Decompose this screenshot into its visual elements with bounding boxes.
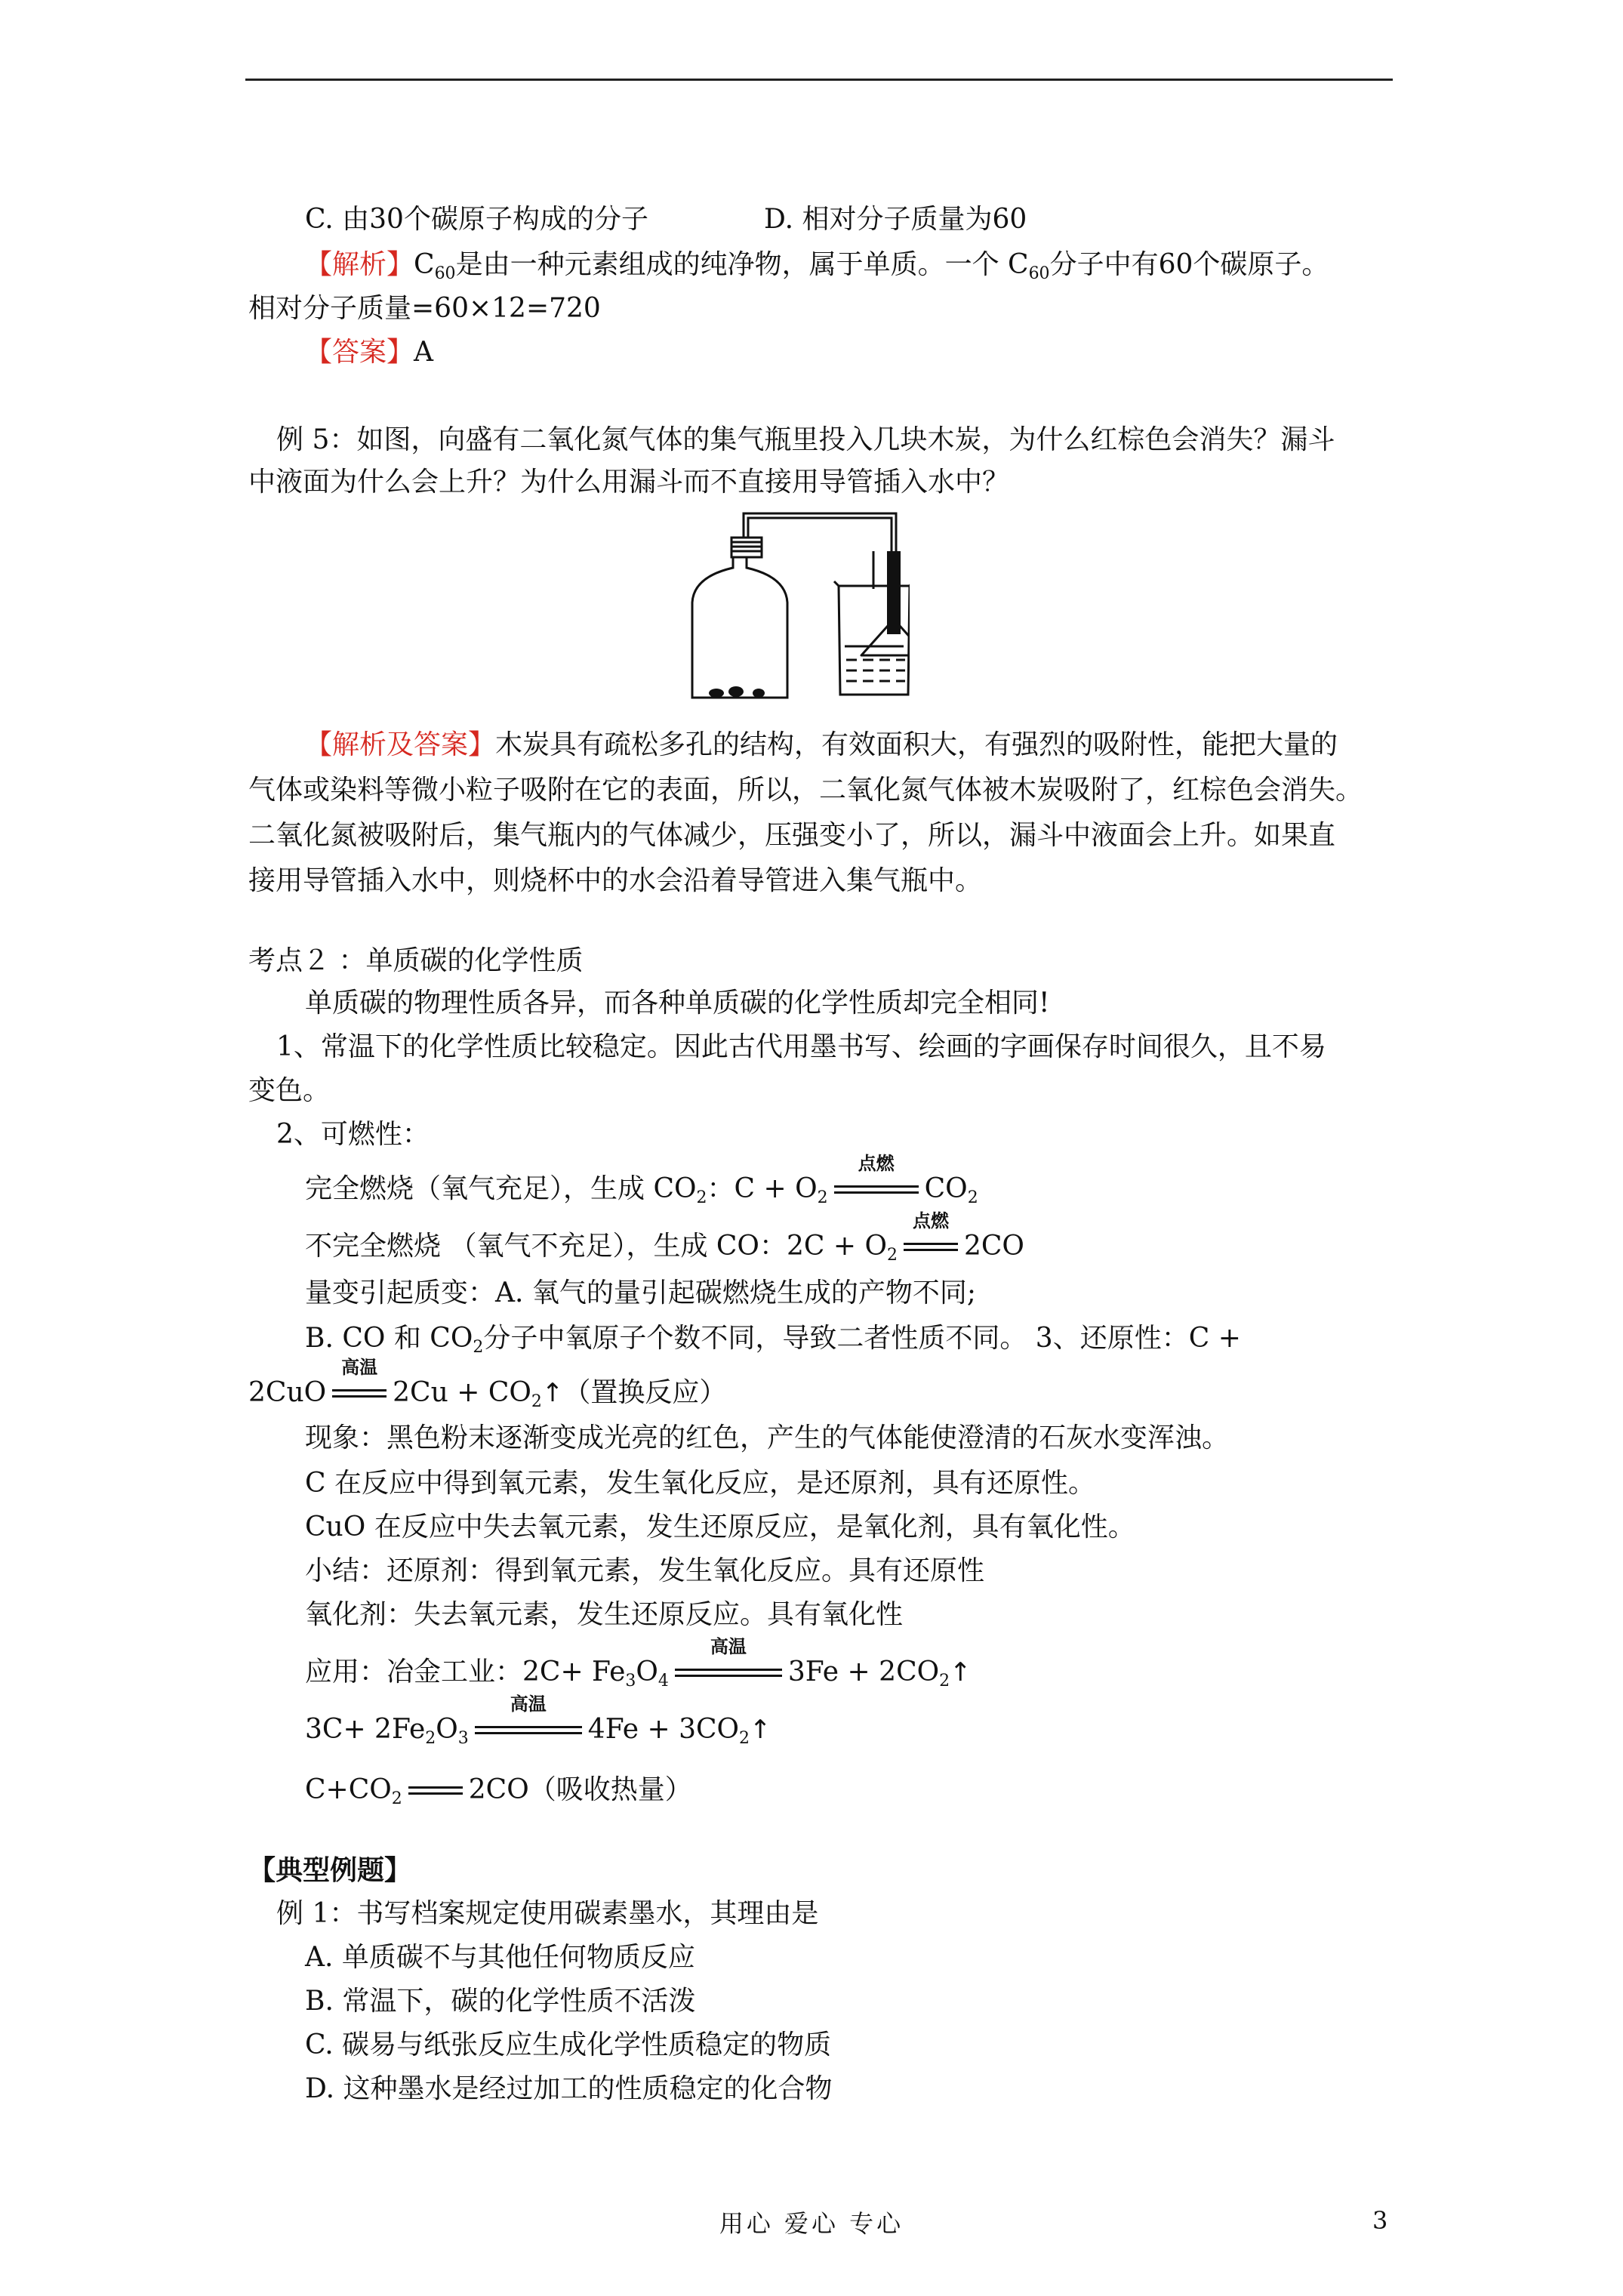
k2-point-1-cont: 变色。 — [248, 1075, 331, 1106]
condition-high-temp: 高温 — [472, 1718, 585, 1744]
summary-oxidant: 氧化剂：失去氧元素，发生还原反应。具有氧化性 — [305, 1599, 904, 1630]
phenomenon-line: 现象：黑色粉末逐渐变成光亮的红色，产生的气体能使澄清的石灰水变浑浊。 — [305, 1422, 1230, 1453]
example5-line-1: 例 5：如图，向盛有二氧化氮气体的集气瓶里投入几块木炭，为什么红棕色会消失？漏斗 — [276, 424, 1335, 455]
header-rule — [245, 79, 1393, 81]
analysis-tag: 【解析】 — [305, 249, 414, 280]
reaction-fe2o3: $3C+ 2Fe_2O_3$ 高温 $4Fe + 3CO_2↑$ — [305, 1693, 771, 1748]
typical-examples-heading: 【典型例题】 — [248, 1854, 412, 1886]
example5-line-2: 中液面为什么会上升？为什么用漏斗而不直接用导管插入水中？ — [248, 467, 1010, 498]
k2-point-2: 2、可燃性： — [276, 1119, 430, 1150]
answer-line: 【答案】A — [305, 337, 434, 368]
reaction-incomplete-combustion: 不完全燃烧 （氧气不充足），生成 CO：$2C + O_2$ 点燃 2CO — [305, 1210, 1024, 1265]
example1-option-a: A. 单质碳不与其他任何物质反应 — [305, 1942, 695, 1973]
solution-line-4: 接用导管插入水中，则烧杯中的水会沿着导管进入集气瓶中。 — [248, 865, 983, 896]
option-c: C. 由30个碳原子构成的分子 — [305, 204, 648, 235]
solution-line-2: 气体或染料等微小粒子吸附在它的表面，所以，二氧化氮气体被木炭吸附了，红棕色会消失。 — [248, 775, 1363, 806]
cuo-role-line: CuO 在反应中失去氧元素，发生还原反应，是氧化剂，具有氧化性。 — [305, 1512, 1135, 1542]
solution-tag: 【解析及答案】 — [305, 729, 496, 760]
reaction-complete-combustion: 完全燃烧（氧气充足），生成 $CO_2$：$C + O_2$ 点燃 $CO_2$ — [305, 1153, 978, 1207]
answer-tag: 【答案】 — [305, 337, 414, 368]
carbon-role-line: C 在反应中得到氧元素，发生氧化反应，是还原剂，具有还原性。 — [305, 1468, 1095, 1499]
reaction-co2-carbon: $C+CO_2$ 2CO（吸收热量） — [305, 1774, 692, 1808]
k2-intro: 单质碳的物理性质各异，而各种单质碳的化学性质却完全相同! — [305, 988, 1050, 1019]
example1-question: 例 1：书写档案规定使用碳素墨水，其理由是 — [276, 1898, 819, 1929]
summary-reductant: 小结：还原剂：得到氧元素，发生氧化反应。具有还原性 — [305, 1555, 985, 1586]
example1-option-c: C. 碳易与纸张反应生成化学性质稳定的物质 — [305, 2029, 832, 2060]
example1-option-b: B. 常温下，碳的化学性质不活泼 — [305, 1986, 696, 2017]
condition-high-temp: 高温 — [672, 1661, 785, 1687]
reaction-cuo-reduction: 2CuO 高温 $2Cu + CO_2↑$（置换反应） — [248, 1357, 727, 1411]
condition-none — [405, 1779, 466, 1804]
gas-bottle-funnel-apparatus — [683, 498, 910, 707]
analysis-line-2: 相对分子质量=60×12=720 — [248, 293, 601, 324]
page-number: 3 — [1372, 2206, 1388, 2235]
quantity-quality-a: 量变引起质变：A. 氧气的量引起碳燃烧生成的产物不同; — [305, 1277, 977, 1308]
condition-high-temp: 高温 — [329, 1382, 390, 1407]
k2-point-1: 1、常温下的化学性质比较稳定。因此古代用墨书写、绘画的字画保存时间很久，且不易 — [276, 1031, 1326, 1062]
solution-line-3: 二氧化氮被吸附后，集气瓶内的气体减少，压强变小了，所以，漏斗中液面会上升。如果直 — [248, 820, 1336, 851]
condition-ignite: 点燃 — [831, 1178, 922, 1203]
section-title-k2: 考点２ ：单质碳的化学性质 — [248, 945, 584, 976]
quantity-quality-b: B. CO 和 $CO_2$分子中氧原子个数不同，导致二者性质不同。 3、还原性：C + — [305, 1323, 1241, 1357]
reaction-fe3o4: 应用：冶金工业：$2C+ Fe_3O_4$ 高温 $3Fe + 2CO_2↑$ — [305, 1636, 972, 1690]
analysis-line-1: 【解析】$C_{60}$是由一种元素组成的纯净物，属于单质。一个 $C_{60}$分子中有60个碳原子。 — [305, 249, 1329, 283]
example1-option-d: D. 这种墨水是经过加工的性质稳定的化合物 — [305, 2073, 833, 2104]
solution-line-1: 【解析及答案】木炭具有疏松多孔的结构，有效面积大，有强烈的吸附性，能把大量的 — [305, 729, 1338, 760]
option-d: D. 相对分子质量为60 — [764, 204, 1027, 235]
condition-ignite: 点燃 — [901, 1235, 961, 1261]
page-footer: 用心 爱心 专心 — [719, 2209, 904, 2238]
